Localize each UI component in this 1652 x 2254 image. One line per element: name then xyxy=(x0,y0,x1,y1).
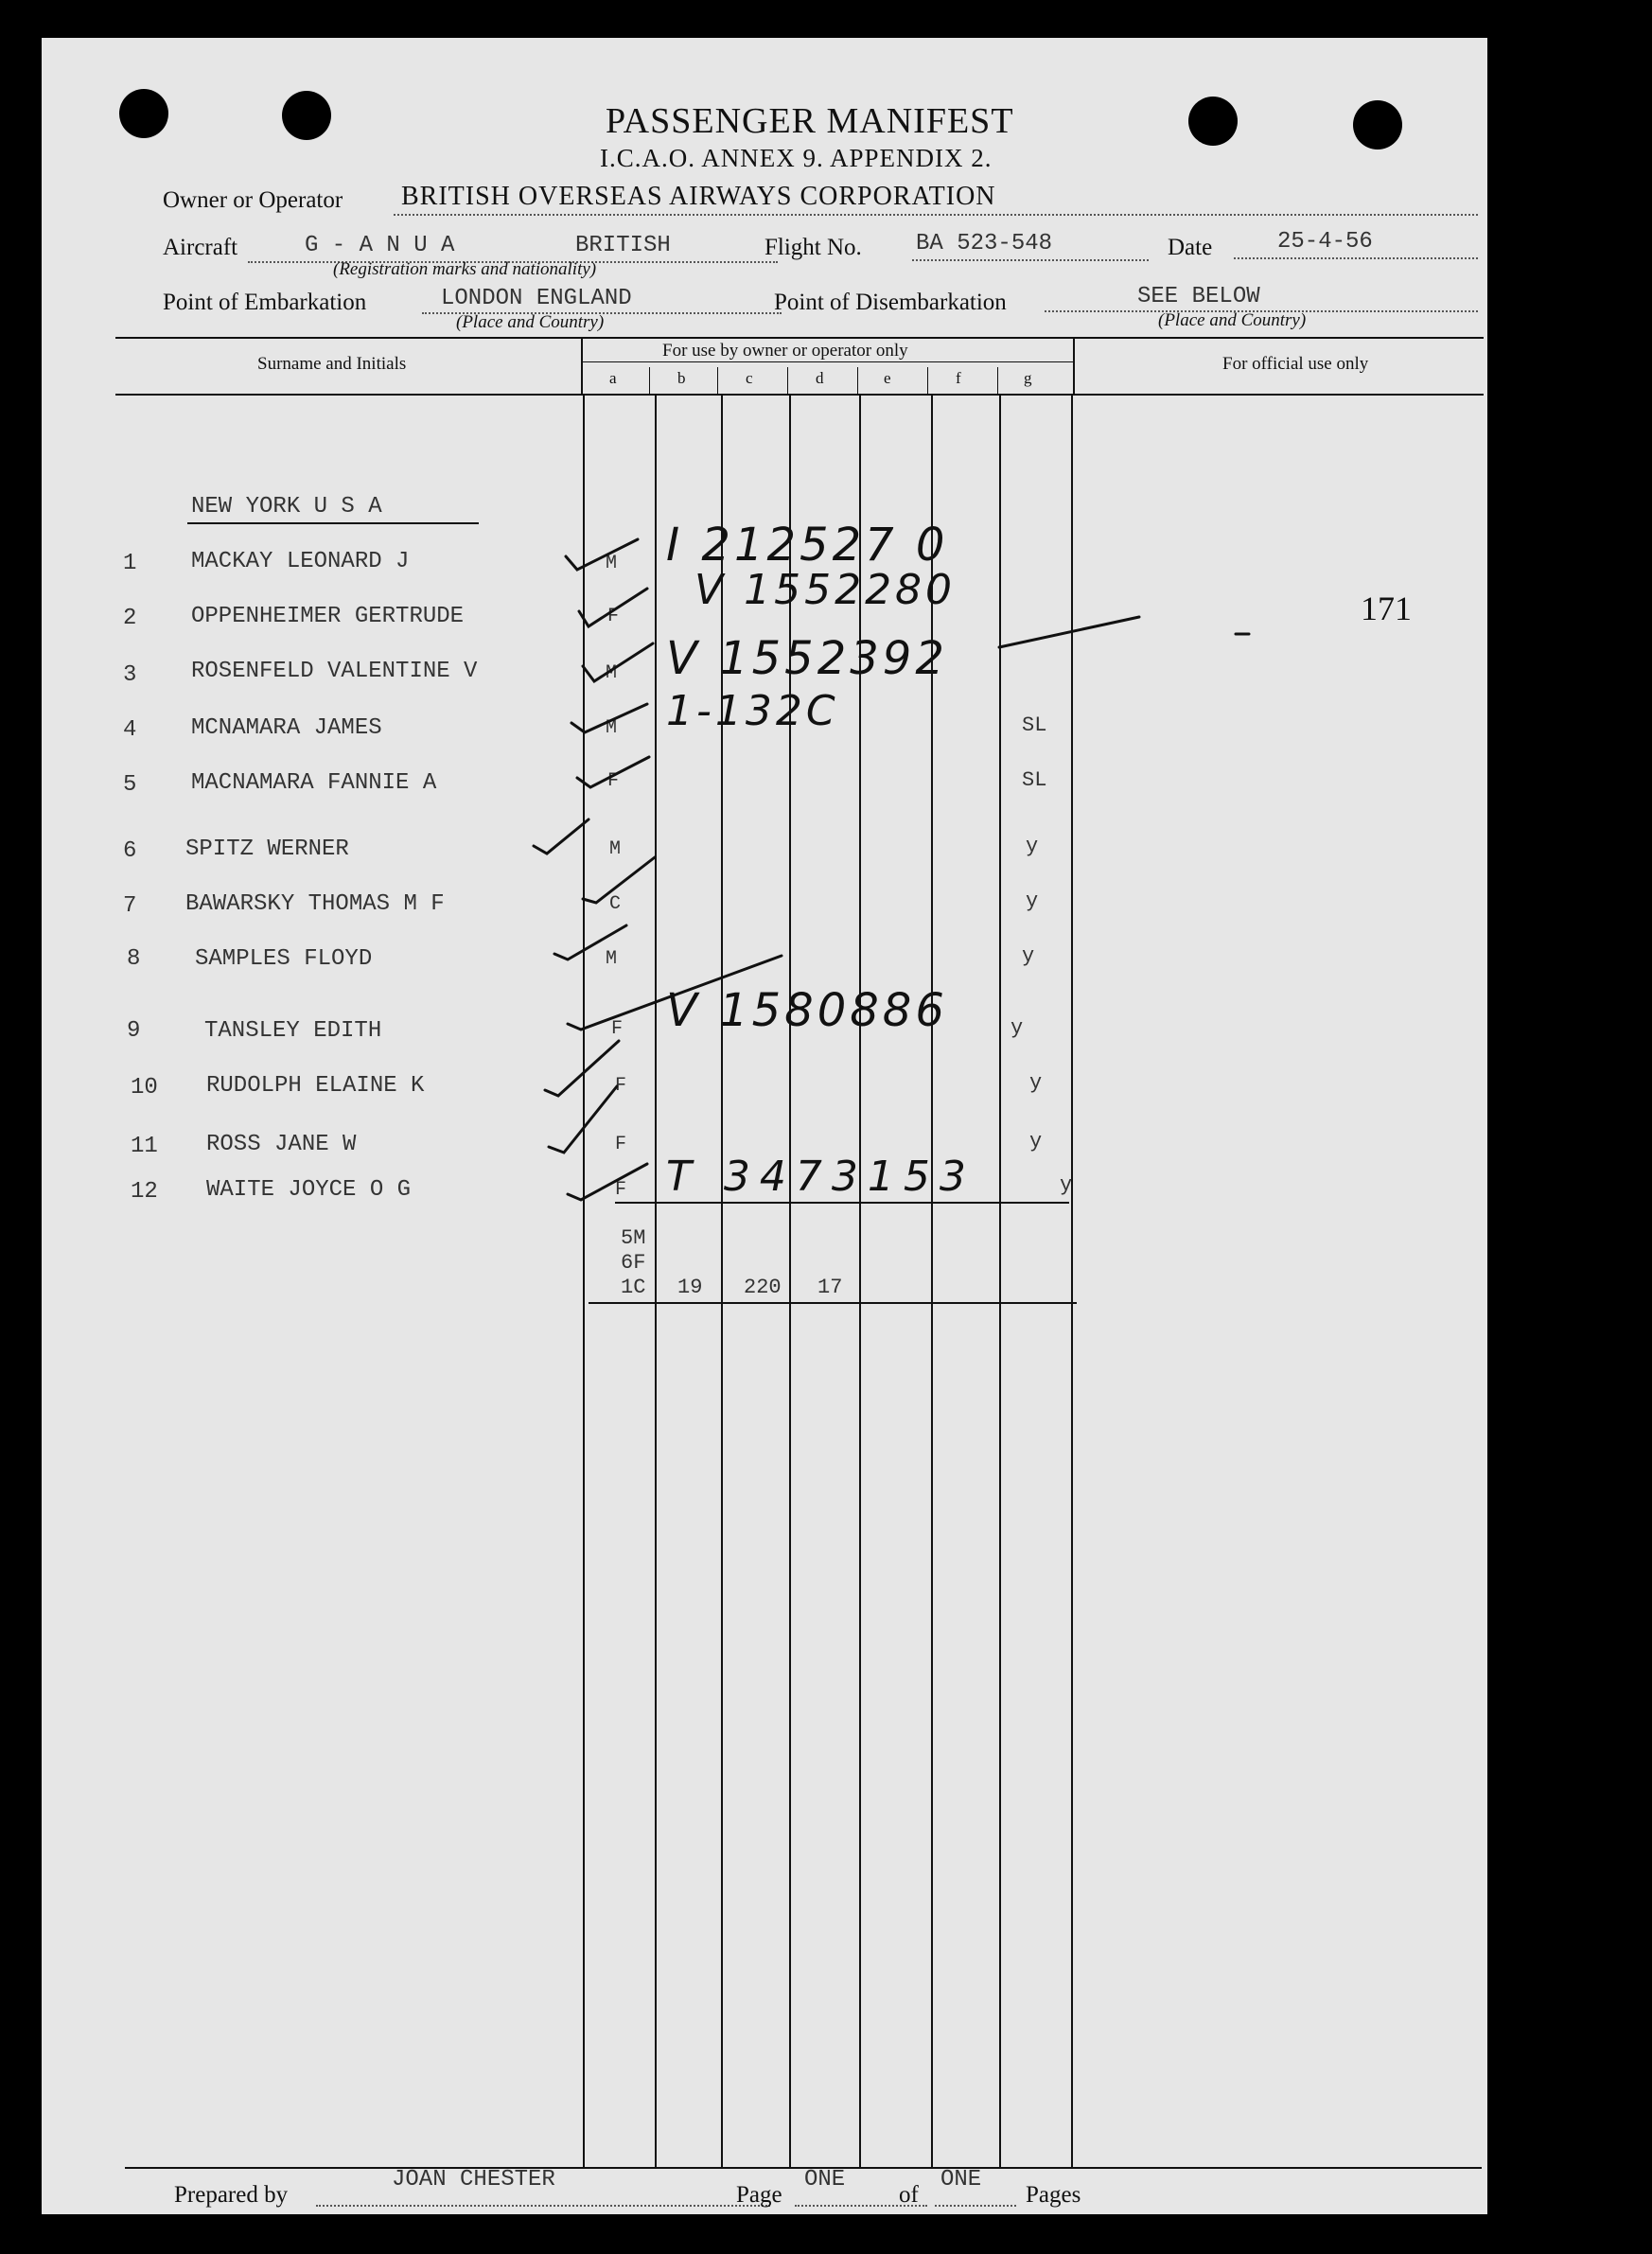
row-number: 7 xyxy=(123,893,137,919)
handwritten-number: I 212527 0 xyxy=(666,519,949,572)
owner-value: BRITISH OVERSEAS AIRWAYS CORPORATION xyxy=(401,182,996,211)
sub-col-d: d xyxy=(816,369,824,387)
sex-code: M xyxy=(609,838,622,860)
total-c: 220 xyxy=(744,1276,782,1299)
aircraft-nationality: BRITISH xyxy=(575,233,671,258)
row-number: 6 xyxy=(123,838,137,864)
total-a-female: 6F xyxy=(621,1251,646,1275)
destination-heading: NEW YORK U S A xyxy=(191,494,382,519)
manifest-page xyxy=(42,38,1487,2214)
sex-code: M xyxy=(606,553,618,574)
column-g-code: y xyxy=(1022,944,1035,968)
handwritten-number: V 1580886 xyxy=(666,984,948,1037)
sex-code: F xyxy=(615,1075,627,1097)
aircraft-sublabel: (Registration marks and nationality) xyxy=(333,259,597,279)
column-g-code: y xyxy=(1029,1071,1043,1095)
col-owner-header: For use by owner or operator only xyxy=(662,341,908,361)
handwritten-number: V 1552392 xyxy=(666,632,948,685)
official-use-note: 171 xyxy=(1361,590,1412,627)
aircraft-label: Aircraft xyxy=(163,235,238,260)
handwritten-checkmarks xyxy=(42,38,1487,2214)
handwritten-number: T 3473153 xyxy=(666,1153,975,1201)
passenger-name: ROSENFELD VALENTINE V xyxy=(191,659,478,684)
prepared-value: JOAN CHESTER xyxy=(392,2167,555,2192)
sex-code: M xyxy=(606,717,618,739)
row-number: 4 xyxy=(123,717,137,743)
owner-label: Owner or Operator xyxy=(163,187,343,213)
total-a-child: 1C xyxy=(621,1276,646,1299)
check-mark xyxy=(554,925,626,960)
date-label: Date xyxy=(1168,235,1213,260)
sex-code: F xyxy=(607,770,620,792)
embark-sublabel: (Place and Country) xyxy=(456,312,605,332)
flight-label: Flight No. xyxy=(764,235,862,260)
sub-col-a: a xyxy=(609,369,617,387)
page-value: ONE xyxy=(804,2167,846,2192)
sex-code: M xyxy=(606,948,618,970)
page-label: Page xyxy=(736,2182,782,2208)
passenger-name: MCNAMARA JAMES xyxy=(191,715,382,741)
of-value: ONE xyxy=(940,2167,982,2192)
aircraft-reg: G - A N U A xyxy=(305,233,455,258)
page-title: PASSENGER MANIFEST xyxy=(606,101,1014,141)
check-mark xyxy=(583,857,655,903)
disembark-sublabel: (Place and Country) xyxy=(1158,310,1307,330)
sex-code: F xyxy=(611,1018,624,1040)
column-g-code: y xyxy=(1026,835,1039,858)
row-number: 10 xyxy=(131,1075,158,1101)
sex-code: F xyxy=(607,606,620,627)
sex-code: C xyxy=(609,893,622,915)
passenger-name: RUDOLPH ELAINE K xyxy=(206,1073,425,1099)
row-number: 12 xyxy=(131,1179,158,1205)
disembark-label: Point of Disembarkation xyxy=(774,290,1007,315)
of-label: of xyxy=(899,2182,919,2208)
passenger-name: WAITE JOYCE O G xyxy=(206,1177,412,1203)
column-g-code: y xyxy=(1060,1173,1073,1197)
date-value: 25-4-56 xyxy=(1277,229,1373,255)
row-number: 3 xyxy=(123,662,137,688)
passenger-name: SPITZ WERNER xyxy=(185,836,349,862)
total-b: 19 xyxy=(677,1276,703,1299)
sub-col-c: c xyxy=(746,369,753,387)
pen-stroke xyxy=(999,617,1139,647)
col-name-header: Surname and Initials xyxy=(257,354,407,374)
column-g-code: y xyxy=(1029,1130,1043,1153)
handwritten-number: 1-132C xyxy=(666,687,839,735)
col-official-header: For official use only xyxy=(1222,354,1369,374)
total-a-male: 5M xyxy=(621,1226,646,1250)
check-mark xyxy=(568,1164,647,1200)
row-number: 2 xyxy=(123,606,137,631)
check-mark xyxy=(571,704,647,732)
passenger-name: MACNAMARA FANNIE A xyxy=(191,770,437,796)
column-g-code: SL xyxy=(1022,768,1047,792)
flight-value: BA 523-548 xyxy=(916,231,1053,256)
disembark-value: SEE BELOW xyxy=(1137,284,1260,309)
check-mark xyxy=(568,956,782,1030)
pages-label: Pages xyxy=(1026,2182,1081,2208)
check-mark xyxy=(577,757,649,787)
sub-col-e: e xyxy=(884,369,891,387)
passenger-name: TANSLEY EDITH xyxy=(204,1018,382,1044)
embark-label: Point of Embarkation xyxy=(163,290,367,315)
check-mark xyxy=(545,1041,619,1096)
sub-col-f: f xyxy=(956,369,961,387)
row-number: 1 xyxy=(123,551,137,576)
column-g-code: y xyxy=(1011,1016,1024,1040)
prepared-label: Prepared by xyxy=(174,2182,289,2208)
page-subtitle: I.C.A.O. ANNEX 9. APPENDIX 2. xyxy=(600,144,993,172)
embark-value: LONDON ENGLAND xyxy=(441,286,632,311)
row-number: 5 xyxy=(123,772,137,798)
passenger-name: SAMPLES FLOYD xyxy=(195,946,373,972)
check-mark xyxy=(579,589,647,626)
handwritten-number: V 1552280 xyxy=(694,566,957,614)
row-number: 11 xyxy=(131,1134,158,1159)
row-number: 9 xyxy=(127,1018,141,1044)
sex-code: F xyxy=(615,1179,627,1201)
sub-col-g: g xyxy=(1024,369,1032,387)
sex-code: F xyxy=(615,1134,627,1155)
sub-col-b: b xyxy=(677,369,686,387)
check-mark xyxy=(583,643,653,681)
column-g-code: y xyxy=(1026,889,1039,913)
sex-code: M xyxy=(606,662,618,684)
passenger-name: ROSS JANE W xyxy=(206,1132,357,1157)
check-mark xyxy=(534,819,589,854)
check-mark xyxy=(566,539,638,570)
passenger-name: OPPENHEIMER GERTRUDE xyxy=(191,604,465,629)
row-number: 8 xyxy=(127,946,141,972)
column-g-code: SL xyxy=(1022,713,1047,737)
total-d: 17 xyxy=(817,1276,843,1299)
passenger-name: BAWARSKY THOMAS M F xyxy=(185,891,445,917)
passenger-name: MACKAY LEONARD J xyxy=(191,549,410,574)
